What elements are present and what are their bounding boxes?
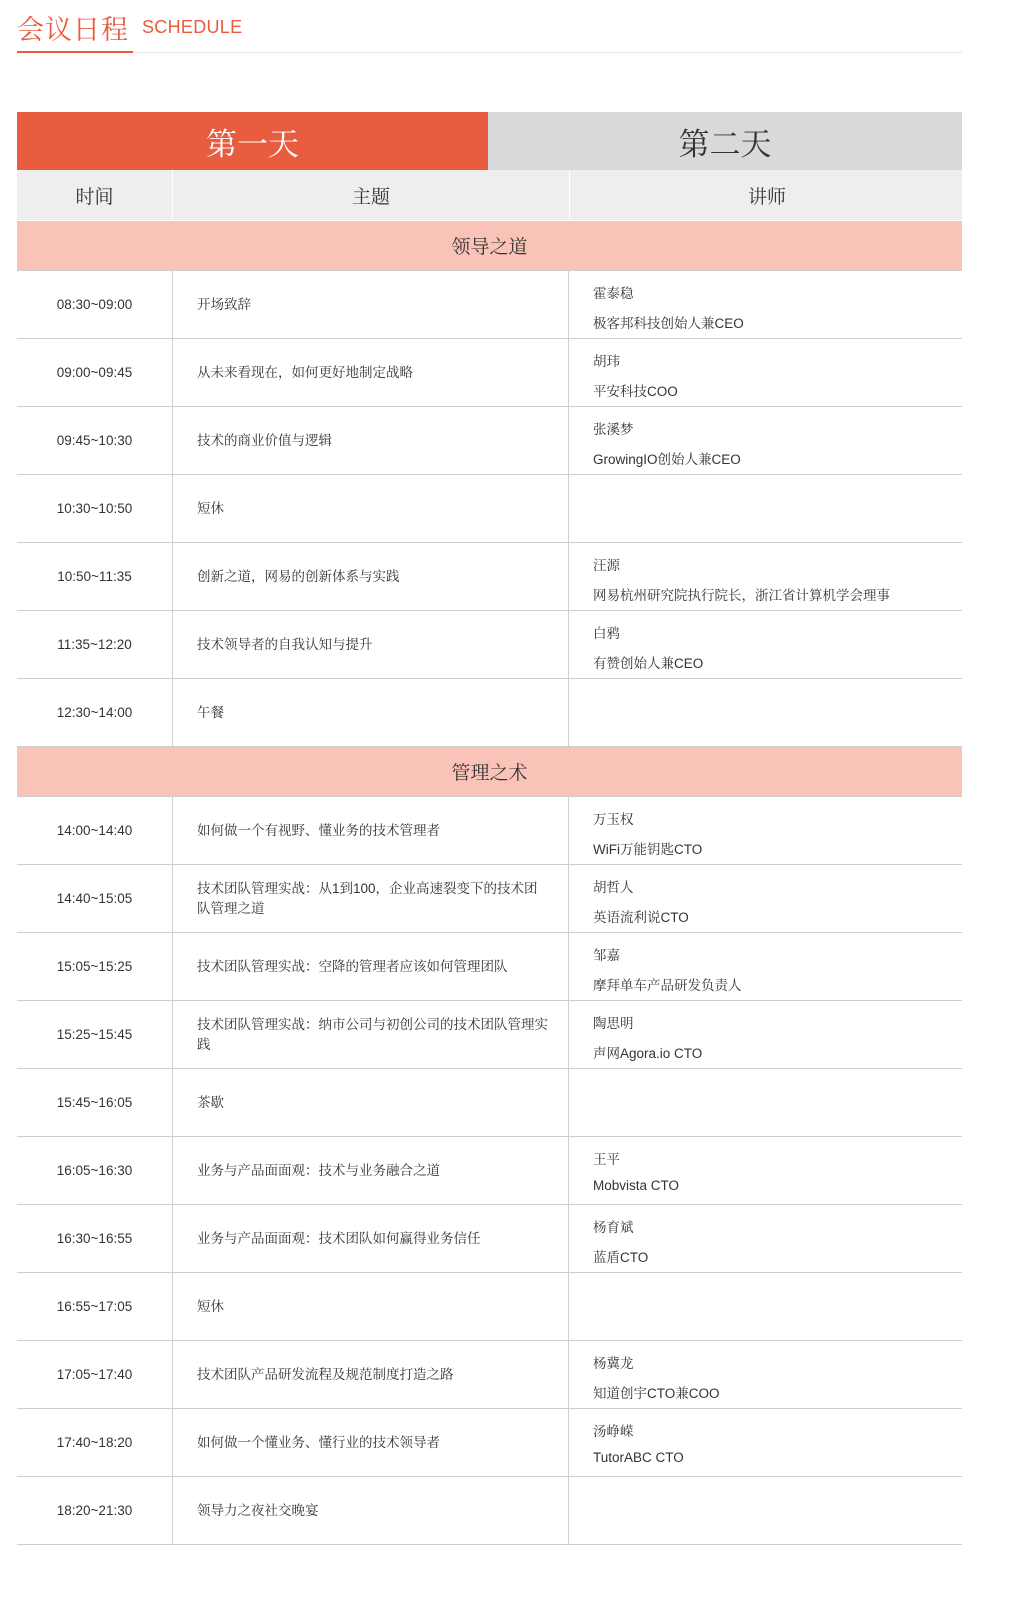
session-topic [172, 611, 568, 678]
session-speaker [568, 1477, 962, 1544]
session-time: 15:45~16:05 [56, 1095, 133, 1110]
session-time: 16:30~16:55 [56, 1231, 133, 1246]
session-topic [172, 865, 568, 932]
session-topic-text: 技术团队产品研发流程及规范制度打造之路 [197, 1366, 454, 1382]
session-topic-text: 领导力之夜社交晚宴 [197, 1502, 319, 1518]
session-topic-text: 短休 [197, 500, 224, 516]
session-topic [172, 1205, 568, 1272]
speaker-title: 平安科技COO [593, 384, 678, 399]
session-topic [172, 1273, 568, 1340]
speaker-title: 有赞创始人兼CEO [593, 656, 704, 671]
session-speaker [568, 933, 962, 1000]
session-speaker [568, 1205, 962, 1272]
speaker-name: 白鸦 [593, 626, 620, 641]
speaker-title: 极客邦科技创始人兼CEO [593, 316, 744, 331]
table-row [17, 407, 962, 475]
session-time: 18:20~21:30 [56, 1503, 133, 1518]
table-row [17, 933, 962, 1001]
session-time: 14:40~15:05 [56, 891, 133, 906]
session-topic-text: 午餐 [197, 704, 224, 720]
table-row [17, 1477, 962, 1545]
session-topic-text: 开场致辞 [197, 296, 251, 312]
session-time: 09:00~09:45 [56, 365, 133, 380]
table-row [17, 271, 962, 339]
session-topic-text: 从未来看现在，如何更好地制定战略 [197, 364, 413, 380]
session-speaker [568, 475, 962, 542]
session-speaker [568, 1273, 962, 1340]
session-topic-text: 创新之道，网易的创新体系与实践 [197, 568, 400, 584]
speaker-name: 张溪梦 [593, 422, 634, 437]
table-row [17, 475, 962, 543]
session-topic-text: 业务与产品面面观：技术与业务融合之道 [197, 1162, 440, 1178]
session-speaker [568, 611, 962, 678]
speaker-title: 蓝盾CTO [593, 1250, 649, 1265]
session-time: 17:40~18:20 [56, 1435, 133, 1450]
session-speaker [568, 1069, 962, 1136]
table-row [17, 1069, 962, 1137]
session-speaker [568, 407, 962, 474]
speaker-name: 胡玮 [593, 354, 620, 369]
title-underline [17, 51, 133, 53]
table-row [17, 1205, 962, 1273]
session-topic-text: 技术团队管理实战：空降的管理者应该如何管理团队 [197, 958, 508, 974]
session-speaker [568, 865, 962, 932]
session-topic-text: 短休 [197, 1298, 224, 1314]
column-header-time: 时间 [75, 186, 114, 208]
day-tabs [17, 112, 962, 170]
table-row [17, 865, 962, 933]
page-title: 会议日程 [17, 15, 129, 45]
table-row [17, 1273, 962, 1341]
speaker-title: GrowingIO创始人兼CEO [593, 452, 741, 467]
page-subtitle: SCHEDULE [142, 17, 243, 37]
session-topic [172, 475, 568, 542]
session-topic [172, 407, 568, 474]
speaker-name: 王平 [593, 1152, 620, 1167]
speaker-title: WiFi万能钥匙CTO [593, 842, 703, 857]
session-topic [172, 797, 568, 864]
tab-day-two[interactable]: 第二天 [488, 112, 962, 170]
session-time: 15:05~15:25 [56, 959, 133, 974]
session-topic-text: 技术领导者的自我认知与提升 [197, 636, 373, 652]
speaker-title: 英语流利说CTO [593, 910, 689, 925]
speaker-title: 声网Agora.io CTO [593, 1046, 703, 1061]
speaker-name: 胡哲人 [593, 880, 634, 895]
tab-day-one[interactable]: 第一天 [17, 112, 488, 170]
session-topic [172, 1341, 568, 1408]
session-topic-text: 技术团队管理实战：从1到100，企业高速裂变下的技术团队管理之道 [197, 880, 538, 916]
session-time: 17:05~17:40 [56, 1367, 133, 1382]
session-topic-text: 茶歇 [197, 1094, 224, 1110]
table-row [17, 543, 962, 611]
schedule-page [17, 0, 962, 1518]
session-speaker [568, 1409, 962, 1476]
section-header: 管理之术 [17, 747, 962, 797]
session-time: 10:50~11:35 [57, 569, 132, 584]
speaker-name: 汤峥嵘 [593, 1424, 634, 1439]
session-topic [172, 1001, 568, 1068]
session-time: 15:25~15:45 [56, 1027, 133, 1042]
session-time: 12:30~14:00 [56, 705, 133, 720]
session-topic [172, 1137, 568, 1204]
session-topic [172, 1409, 568, 1476]
speaker-name: 陶思明 [593, 1016, 634, 1031]
session-time: 16:55~17:05 [56, 1299, 133, 1314]
speaker-name: 杨冀龙 [593, 1356, 634, 1371]
table-row [17, 679, 962, 747]
session-topic [172, 339, 568, 406]
session-speaker [568, 339, 962, 406]
header-divider [17, 52, 962, 53]
session-topic [172, 271, 568, 338]
session-time: 08:30~09:00 [56, 297, 133, 312]
speaker-title: Mobvista CTO [593, 1178, 680, 1193]
table-header-row [17, 170, 962, 221]
session-topic [172, 1477, 568, 1544]
table-row [17, 1409, 962, 1477]
session-time: 11:35~12:20 [57, 637, 132, 652]
table-row [17, 1137, 962, 1205]
table-row [17, 339, 962, 407]
session-time: 14:00~14:40 [56, 823, 133, 838]
session-speaker [568, 1341, 962, 1408]
session-speaker [568, 271, 962, 338]
session-topic [172, 679, 568, 746]
session-speaker [568, 543, 962, 610]
speaker-name: 万玉权 [593, 812, 634, 827]
session-topic [172, 543, 568, 610]
session-topic-text: 业务与产品面面观：技术团队如何赢得业务信任 [197, 1230, 481, 1246]
column-header-speaker: 讲师 [569, 170, 964, 220]
speaker-name: 汪源 [593, 558, 620, 573]
speaker-title: 知道创宇CTO兼COO [593, 1386, 720, 1401]
speaker-title: 网易杭州研究院执行院长，浙江省计算机学会理事 [593, 588, 890, 603]
speaker-title: 摩拜单车产品研发负责人 [593, 978, 742, 993]
speaker-title: TutorABC CTO [593, 1450, 684, 1465]
speaker-name: 霍泰稳 [593, 286, 634, 301]
section-header: 领导之道 [17, 221, 962, 271]
session-topic [172, 933, 568, 1000]
session-speaker [568, 797, 962, 864]
speaker-name: 杨育斌 [593, 1220, 634, 1235]
session-time: 16:05~16:30 [56, 1163, 133, 1178]
session-topic-text: 技术的商业价值与逻辑 [197, 432, 332, 448]
column-header-topic: 主题 [172, 170, 569, 220]
schedule-header [17, 0, 962, 54]
session-topic-text: 如何做一个懂业务、懂行业的技术领导者 [197, 1434, 440, 1450]
session-speaker [568, 1137, 962, 1204]
table-row [17, 611, 962, 679]
session-speaker [568, 1001, 962, 1068]
schedule-table [17, 170, 962, 1545]
session-speaker [568, 679, 962, 746]
speaker-name: 邹嘉 [593, 948, 620, 963]
session-time: 10:30~10:50 [56, 501, 133, 516]
session-time: 09:45~10:30 [56, 433, 133, 448]
session-topic-text: 如何做一个有视野、懂业务的技术管理者 [197, 822, 440, 838]
table-row [17, 1341, 962, 1409]
table-row [17, 797, 962, 865]
session-topic-text: 技术团队管理实战：纳市公司与初创公司的技术团队管理实践 [197, 1016, 548, 1052]
session-topic [172, 1069, 568, 1136]
table-row [17, 1001, 962, 1069]
